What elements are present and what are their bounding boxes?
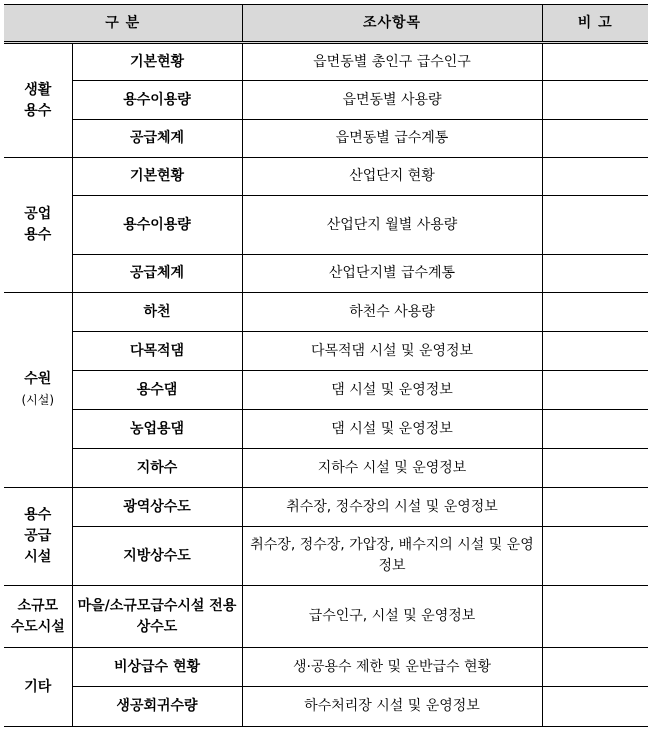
remark-cell xyxy=(542,449,648,488)
table-row xyxy=(4,687,648,727)
remark-cell xyxy=(542,488,648,527)
remark-cell xyxy=(542,196,648,255)
survey-item-cell: 읍면동별 사용량 xyxy=(242,81,542,120)
table-row xyxy=(4,586,648,648)
category-cell xyxy=(4,586,72,648)
remark-cell xyxy=(542,255,648,293)
table-row xyxy=(4,332,648,371)
remark-cell xyxy=(542,687,648,727)
category-cell xyxy=(4,43,72,158)
survey-item-cell: 취수장, 정수장, 가압장, 배수지의 시설 및 운영정보 xyxy=(242,527,542,586)
subcategory-cell: 농업용댐 xyxy=(72,410,242,449)
category-line: 소규모 xyxy=(17,597,59,614)
survey-item-cell: 산업단지 현황 xyxy=(242,158,542,196)
survey-item-cell: 산업단지 월별 사용량 xyxy=(242,196,542,255)
category-line: 용수 xyxy=(24,102,52,119)
category-line: 시설 xyxy=(24,549,52,565)
subcategory-cell: 기본현황 xyxy=(72,43,242,81)
table-row xyxy=(4,158,648,196)
survey-item-cell: 읍면동별 급수계통 xyxy=(242,120,542,158)
table-row xyxy=(4,449,648,488)
subcategory-cell: 용수댐 xyxy=(72,371,242,410)
survey-items-table xyxy=(4,4,648,727)
remark-cell xyxy=(542,332,648,371)
category-line: 용수 xyxy=(24,507,52,523)
subcategory-cell: 용수이용량 xyxy=(72,196,242,255)
subcategory-cell: 기본현황 xyxy=(72,158,242,196)
subcategory-cell: 공급체계 xyxy=(72,255,242,293)
subcategory-cell: 공급체계 xyxy=(72,120,242,158)
remark-cell xyxy=(542,527,648,586)
survey-item-cell: 읍면동별 총인구 급수인구 xyxy=(242,43,542,81)
subcategory-cell: 하천 xyxy=(72,293,242,332)
survey-item-cell: 다목적댐 시설 및 운영정보 xyxy=(242,332,542,371)
remark-cell xyxy=(542,293,648,332)
survey-item-cell: 급수인구, 시설 및 운영정보 xyxy=(242,586,542,648)
category-line: 공급 xyxy=(24,528,52,544)
header-remarks: 비 고 xyxy=(542,5,648,43)
category-line: 생활 xyxy=(24,81,52,98)
category-cell xyxy=(4,158,72,293)
table-row xyxy=(4,43,648,81)
survey-item-cell: 산업단지별 급수계통 xyxy=(242,255,542,293)
table-row xyxy=(4,255,648,293)
table-row xyxy=(4,196,648,255)
category-line: 수도시설 xyxy=(10,618,65,635)
table-body xyxy=(4,43,648,727)
subcategory-cell: 용수이용량 xyxy=(72,81,242,120)
table-row xyxy=(4,293,648,332)
category-note: (시설) xyxy=(21,393,55,407)
subcategory-cell: 지하수 xyxy=(72,449,242,488)
subcategory-cell: 생공회귀수량 xyxy=(72,687,242,727)
remark-cell xyxy=(542,648,648,687)
category-line: 기타 xyxy=(24,678,52,695)
survey-item-cell: 취수장, 정수장의 시설 및 운영정보 xyxy=(242,488,542,527)
table-row xyxy=(4,410,648,449)
survey-item-cell: 댐 시설 및 운영정보 xyxy=(242,371,542,410)
category-line: 수원 xyxy=(24,371,52,387)
remark-cell xyxy=(542,81,648,120)
remark-cell xyxy=(542,586,648,648)
table-row xyxy=(4,81,648,120)
subcategory-cell: 다목적댐 xyxy=(72,332,242,371)
survey-item-cell: 생·공용수 제한 및 운반급수 현황 xyxy=(242,648,542,687)
category-cell xyxy=(4,488,72,586)
header-survey-items: 조사항목 xyxy=(242,5,542,43)
survey-item-cell: 하수처리장 시설 및 운영정보 xyxy=(242,687,542,727)
category-line: 용수 xyxy=(24,227,52,243)
survey-item-cell: 댐 시설 및 운영정보 xyxy=(242,410,542,449)
table-row xyxy=(4,648,648,687)
remark-cell xyxy=(542,371,648,410)
header-row xyxy=(4,5,648,43)
subcategory-cell: 지방상수도 xyxy=(72,527,242,586)
table-row xyxy=(4,371,648,410)
remark-cell xyxy=(542,410,648,449)
subcategory-cell: 비상급수 현황 xyxy=(72,648,242,687)
survey-item-cell: 지하수 시설 및 운영정보 xyxy=(242,449,542,488)
remark-cell xyxy=(542,43,648,81)
table-row xyxy=(4,488,648,527)
category-cell xyxy=(4,648,72,727)
remark-cell xyxy=(542,120,648,158)
subcategory-cell: 광역상수도 xyxy=(72,488,242,527)
survey-item-cell: 하천수 사용량 xyxy=(242,293,542,332)
header-category: 구 분 xyxy=(4,5,242,43)
table-row xyxy=(4,120,648,158)
category-line: 공업 xyxy=(24,206,52,222)
table-row xyxy=(4,527,648,586)
category-cell xyxy=(4,293,72,488)
remark-cell xyxy=(542,158,648,196)
subcategory-cell: 마을/소규모급수시설 전용상수도 xyxy=(72,586,242,648)
